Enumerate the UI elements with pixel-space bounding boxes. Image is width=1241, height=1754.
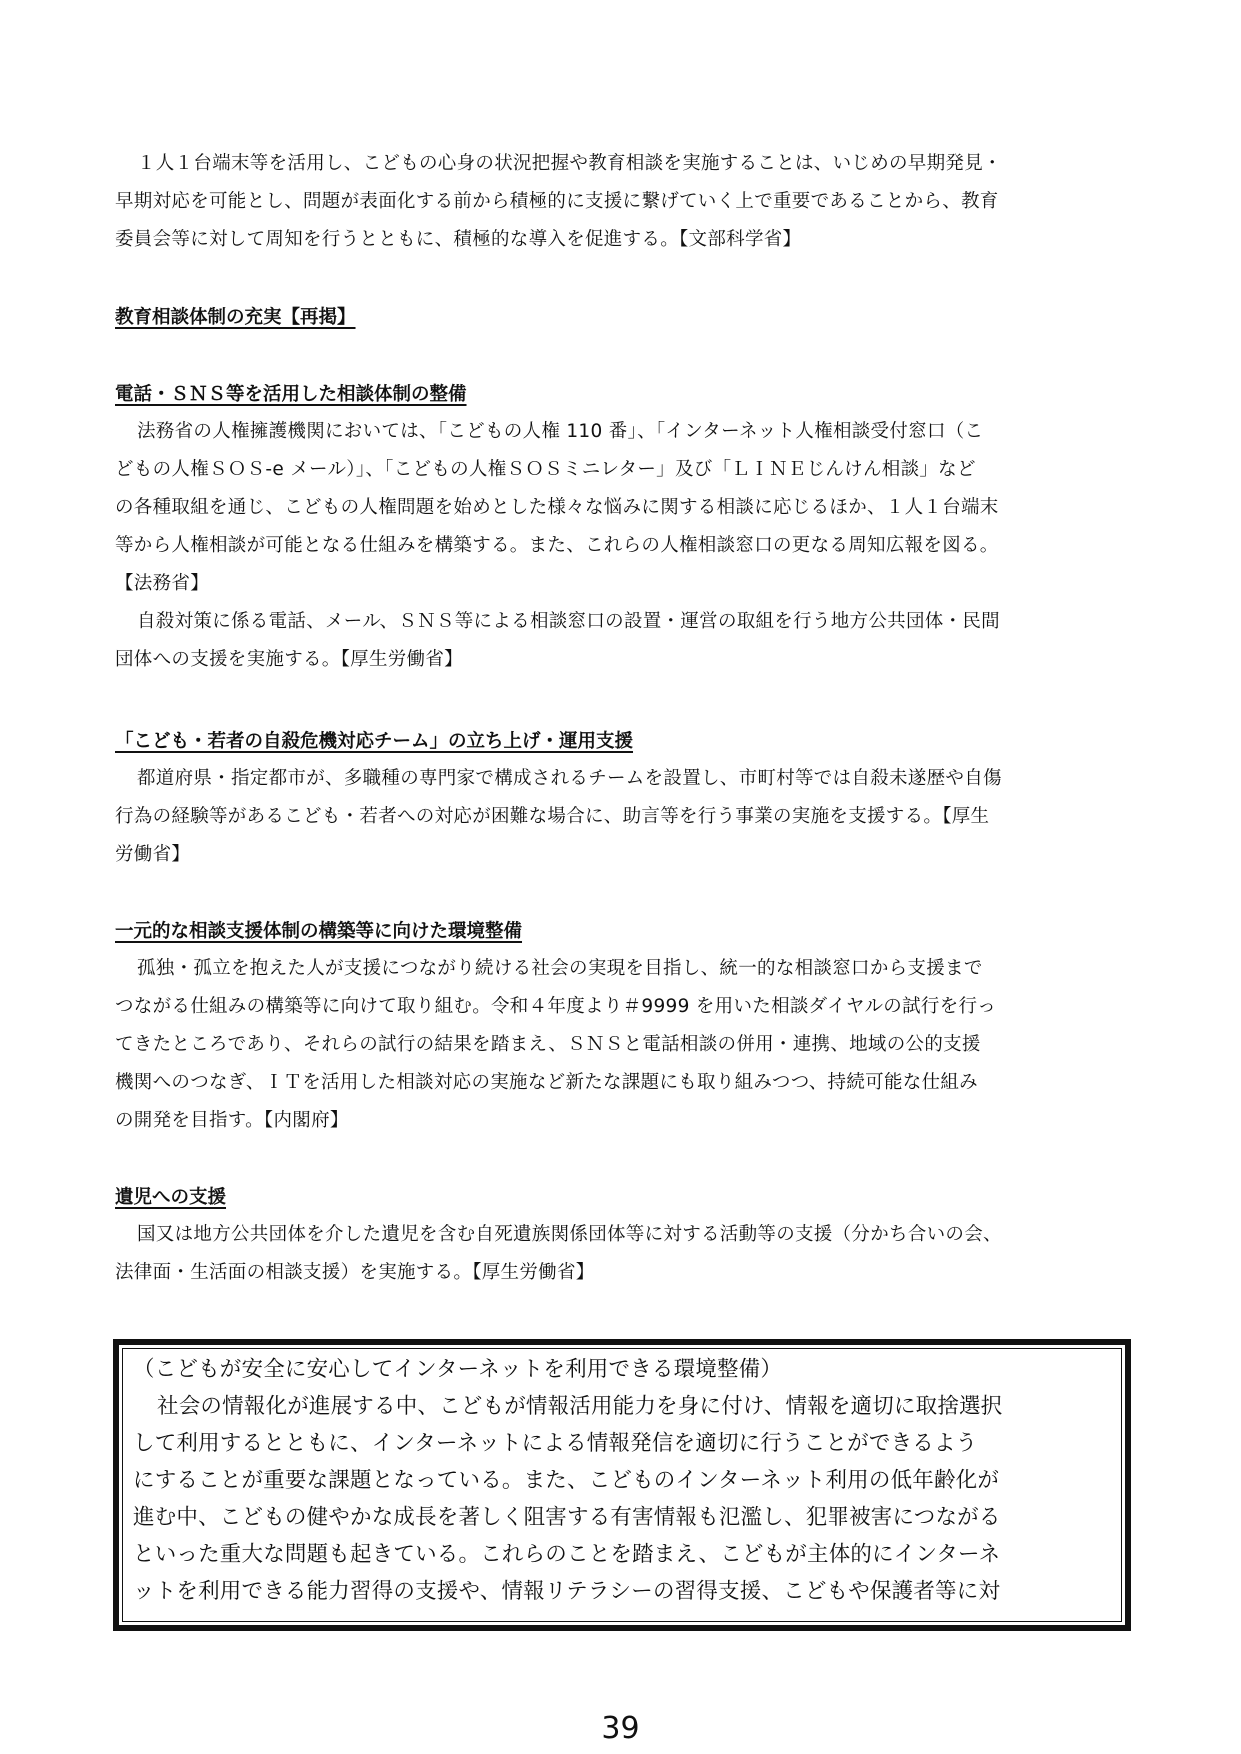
section-heading: 一元的な相談支援体制の構築等に向けた環境整備 <box>115 921 523 942</box>
paragraph-line: つながる仕組みの構築等に向けて取り組む。令和４年度より＃9999 を用いた相談ダイヤルの試行を行っ <box>115 996 997 1017</box>
paragraph-line: 団体への支援を実施する。【厚生労働省】 <box>115 649 463 670</box>
box-title: （こどもが安全に安心してインターネットを利用できる環境整備） <box>133 1357 783 1382</box>
page-number: 39 <box>601 1711 640 1746</box>
box-inner-frame <box>122 1348 1122 1622</box>
section-heading: 教育相談体制の充実【再掲】 <box>115 307 356 328</box>
intro-line: １人１台端末等を活用し、こどもの心身の状況把握や教育相談を実施することは、いじめの早期発見・ <box>137 153 1002 174</box>
box-line: といった重大な問題も起きている。これらのことを踏まえ、こどもが主体的にインターネ <box>133 1542 1001 1567</box>
paragraph-line: 等から人権相談が可能となる仕組みを構築する。また、これらの人権相談窓口の更なる周知広報を図る。 <box>115 535 999 556</box>
paragraph-line: 法務省の人権擁護機関においては、「こどもの人権 110 番」、「インターネット人権相談受付窓口（こ <box>137 421 984 442</box>
paragraph-line: の開発を目指す。【内閣府】 <box>115 1110 349 1131</box>
box-line: 進む中、こどもの健やかな成長を著しく阻害する有害情報も氾濫し、犯罪被害につながる <box>133 1505 1001 1530</box>
paragraph-line: てきたところであり、それらの試行の結果を踏まえ、ＳＮＳと電話相談の併用・連携、地域の公的支援 <box>115 1034 981 1055</box>
paragraph-line: 法律面・生活面の相談支援）を実施する。【厚生労働省】 <box>115 1262 595 1283</box>
framed-policy-box <box>113 1339 1131 1631</box>
paragraph-line: 都道府県・指定都市が、多職種の専門家で構成されるチームを設置し、市町村等では自殺未遂歴や自傷 <box>137 768 1002 789</box>
box-line: 社会の情報化が進展する中、こどもが情報活用能力を身に付け、情報を適切に取捨選択 <box>157 1394 1003 1419</box>
box-line: ットを利用できる能力習得の支援や、情報リテラシーの習得支援、こどもや保護者等に対 <box>133 1579 1001 1604</box>
paragraph-line: 労働省】 <box>115 844 191 865</box>
box-line: にすることが重要な課題となっている。また、こどものインターネット利用の低年齢化が <box>133 1468 1000 1493</box>
paragraph-line: 【法務省】 <box>115 573 210 594</box>
section-heading: 電話・ＳＮＳ等を活用した相談体制の整備 <box>115 384 467 405</box>
paragraph-line: 行為の経験等があるこども・若者への対応が困難な場合に、助言等を行う事業の実施を支援する。【厚生 <box>115 806 990 827</box>
intro-line: 委員会等に対して周知を行うとともに、積極的な導入を促進する。【文部科学省】 <box>115 229 802 250</box>
intro-line: 早期対応を可能とし、問題が表面化する前から積極的に支援に繋げていく上で重要であることから、教育 <box>115 191 999 212</box>
section-heading: 遺児への支援 <box>115 1187 227 1208</box>
paragraph-line: 国又は地方公共団体を介した遺児を含む自死遺族関係団体等に対する活動等の支援（分かち合いの会、 <box>137 1224 1002 1245</box>
paragraph-line: 孤独・孤立を抱えた人が支援につながり続ける社会の実現を目指し、統一的な相談窓口から支援まで <box>137 958 983 979</box>
section-heading: 「こども・若者の自殺危機対応チーム」の立ち上げ・運用支援 <box>115 731 634 752</box>
paragraph-line: 自殺対策に係る電話、メール、ＳＮＳ等による相談窓口の設置・運営の取組を行う地方公共団体・民間 <box>137 611 1000 632</box>
paragraph-line: の各種取組を通じ、こどもの人権問題を始めとした様々な悩みに関する相談に応じるほか、１人１台端末 <box>115 497 999 518</box>
paragraph-line: 機関へのつなぎ、ＩＴを活用した相談対応の実施など新たな課題にも取り組みつつ、持続可能な仕組み <box>115 1072 978 1093</box>
box-line: して利用するとともに、インターネットによる情報発信を適切に行うことができるよう <box>133 1431 978 1456</box>
paragraph-line: どもの人権ＳＯＳ-e メール）」、「こどもの人権ＳＯＳミニレター」及び「ＬＩＮＥじんけん相談」など <box>115 459 976 480</box>
